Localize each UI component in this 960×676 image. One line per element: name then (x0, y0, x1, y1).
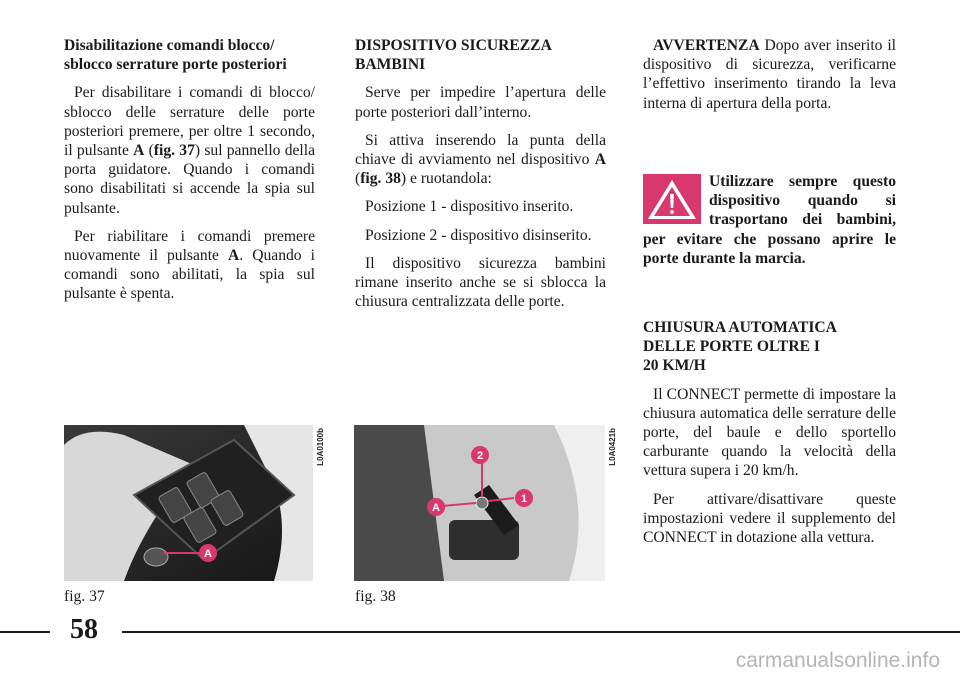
paragraph: Posizione 1 - dispositivo inserito. (365, 198, 574, 216)
ref-label: A (133, 142, 145, 160)
text-span: Per disabilitare i comandi di blocco/ sblocco delle serrature delle porte posteriori premere, per oltre 1 secondo, il pulsante (64, 84, 315, 160)
avvertenza-label: AVVERTENZA (653, 37, 760, 54)
paragraph: Posizione 2 - dispositivo disinserito. (365, 226, 592, 244)
warning-block (643, 172, 896, 268)
figure-37-code: L0A0100b (316, 428, 325, 466)
heading-line-1: CHIUSURA AUTOMATICA (643, 319, 837, 336)
column-2 (355, 36, 606, 320)
page-number: 58 (70, 614, 98, 645)
column-3 (643, 36, 896, 122)
heading-line-1: Disabilitazione comandi blocco/ (64, 37, 275, 54)
ref-label: A (228, 247, 240, 265)
heading-line-2: BAMBINI (355, 56, 426, 74)
section-heading-disabilitazione (64, 36, 315, 74)
figure-38-code: L0A0421b (608, 428, 617, 466)
warning-triangle-icon (643, 174, 701, 224)
text-span: ) e ruotandola: (400, 170, 492, 188)
footer-rule-right (122, 631, 960, 633)
figure-37-photo (64, 425, 313, 581)
heading-line-2: sblocco serrature porte posteriori (64, 56, 287, 74)
heading-line-3: 20 KM/H (643, 357, 706, 375)
door-switch-panel-illustration (64, 425, 313, 581)
figure-38-photo (354, 425, 605, 581)
section-heading-chiusura-automatica (643, 318, 896, 376)
callout-a: A (204, 548, 212, 560)
text-span: Dopo aver inserito il dispositivo di sicurezza, verificarne l’effettivo inserimento tirando la leva interna di apertura della porta. (643, 37, 896, 112)
watermark: carmanualsonline.info (735, 649, 940, 672)
text-span: . Quando i comandi sono abilitati, la spia sul pulsante è spenta. (64, 247, 315, 303)
paragraph (64, 83, 315, 217)
text-span: ) sul pannello della porta guidatore. Quando i comandi sono disabilitati si accende la spia sul pulsante. (64, 142, 316, 217)
column-3-lower (643, 318, 896, 556)
footer-rule-left (0, 631, 50, 633)
paragraph: Il CONNECT permette di impostare la chiusura automatica delle serrature delle porte, del baule e dello sportello carburante quando la velocità della vettura supera i 20 km/h. (643, 385, 896, 480)
callout-1: 1 (520, 493, 528, 505)
text-span: Si attiva inserendo la punta della chiave di avviamento nel dispositivo (355, 131, 606, 169)
figure-37-caption: fig. 37 (64, 588, 105, 605)
text-span: ( (355, 170, 361, 188)
figure-ref: fig. 38 (360, 170, 401, 188)
paragraph: Per attivare/disattivare queste impostazioni vedere il supplemento del CONNECT in dotazione alla vettura. (643, 490, 896, 547)
text-span: Per riabilitare i comandi premere nuovamente il pulsante (64, 227, 315, 265)
paragraph: Il dispositivo sicurezza bambini rimane inserito anche se si sblocca la chiusura centralizzata delle porte. (355, 254, 606, 311)
heading-line-2: DELLE PORTE OLTRE I (643, 338, 820, 356)
heading-line-1: DISPOSITIVO SICUREZZA (355, 37, 552, 54)
paragraph (64, 227, 315, 304)
section-heading-sicurezza-bambini (355, 36, 606, 74)
ref-label: A (594, 151, 606, 169)
avvertenza-note (643, 36, 896, 113)
figure-ref: fig. 37 (153, 142, 195, 160)
paragraph: Serve per impedire l’apertura delle porte posteriori dall’interno. (355, 84, 606, 121)
child-lock-illustration (354, 425, 605, 581)
column-1 (64, 36, 315, 313)
callout-2: 2 (476, 450, 484, 462)
figure-38-caption: fig. 38 (355, 588, 396, 605)
warning-text: Utilizzare sempre questo dispositivo quando si trasportano dei bambini, per evitare che possano aprire le porte durante la marcia. (643, 173, 896, 267)
text-span: ( (144, 142, 154, 160)
callout-a: A (432, 502, 440, 514)
paragraph (355, 131, 606, 189)
